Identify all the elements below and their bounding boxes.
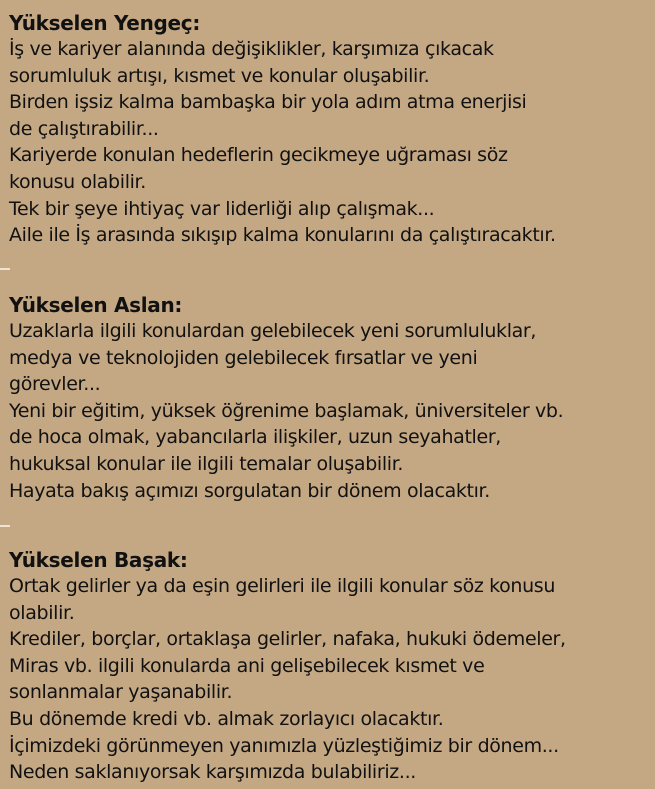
text-line: Krediler, borçlar, ortaklaşa gelirler, nafaka, hukuki ödemeler, [9, 628, 566, 651]
text-line: Kariyerde konulan hedeflerin gecikmeye uğraması söz [9, 144, 508, 167]
text-line: Birden işsiz kalma bambaşka bir yola adım atma enerjisi [9, 91, 527, 114]
section-yukselen-yengec [9, 10, 649, 249]
text-line: sorumluluk artışı, kısmet ve konular oluşabilir. [9, 64, 430, 87]
text-line: Ortak gelirler ya da eşin gelirleri ile ilgili konular söz konusu [9, 575, 556, 597]
text-line: İş ve kariyer alanında değişiklikler, karşımıza çıkacak [9, 38, 494, 60]
text-line: sonlanmalar yaşanabilir. [9, 681, 233, 704]
text-line: de hoca olmak, yabancılarla ilişkiler, uzun seyahatler, [9, 426, 501, 449]
text-line: de çalıştırabilir... [9, 117, 159, 140]
text-line: hukuksal konular ile ilgili temalar oluşabilir. [9, 452, 404, 475]
text-line: Aile ile İş arasında sıkışıp kalma konularını da çalıştıracaktır. [9, 224, 556, 247]
text-line: olabilir. [9, 601, 75, 624]
text-line: Miras vb. ilgili konularda ani gelişebilecek kısmet ve [9, 654, 485, 677]
text-line: Uzaklarla ilgili konulardan gelebilecek yeni sorumluluklar, [9, 320, 537, 342]
text-line: görevler... [9, 373, 101, 396]
text-line: Tek bir şeye ihtiyaç var liderliği alıp çalışmak... [9, 197, 435, 220]
text-line: Yeni bir eğitim, yüksek öğrenime başlamak, üniversiteler vb. [9, 399, 564, 422]
text-line: medya ve teknolojiden gelebilecek fırsatlar ve yeni [9, 346, 478, 369]
text-line: İçimizdeki görünmeyen yanımızla yüzleştiğimiz bir dönem... [9, 734, 559, 757]
section-divider-mark [0, 268, 10, 270]
section-heading: Yükselen Yengeç: [9, 11, 201, 35]
section-heading: Yükselen Başak: [9, 548, 188, 572]
section-divider-mark [0, 525, 10, 527]
text-line: Hayata bakış açımızı sorgulatan bir dönem olacaktır. [9, 479, 490, 502]
section-yukselen-basak [9, 547, 649, 786]
text-line: konusu olabilir. [9, 170, 146, 193]
section-heading: Yükselen Aslan: [9, 293, 183, 317]
text-line: Neden saklanıyorsak karşımızda bulabiliriz... [9, 761, 416, 784]
section-yukselen-aslan [9, 292, 649, 504]
text-line: Bu dönemde kredi vb. almak zorlayıcı olacaktır. [9, 707, 444, 730]
